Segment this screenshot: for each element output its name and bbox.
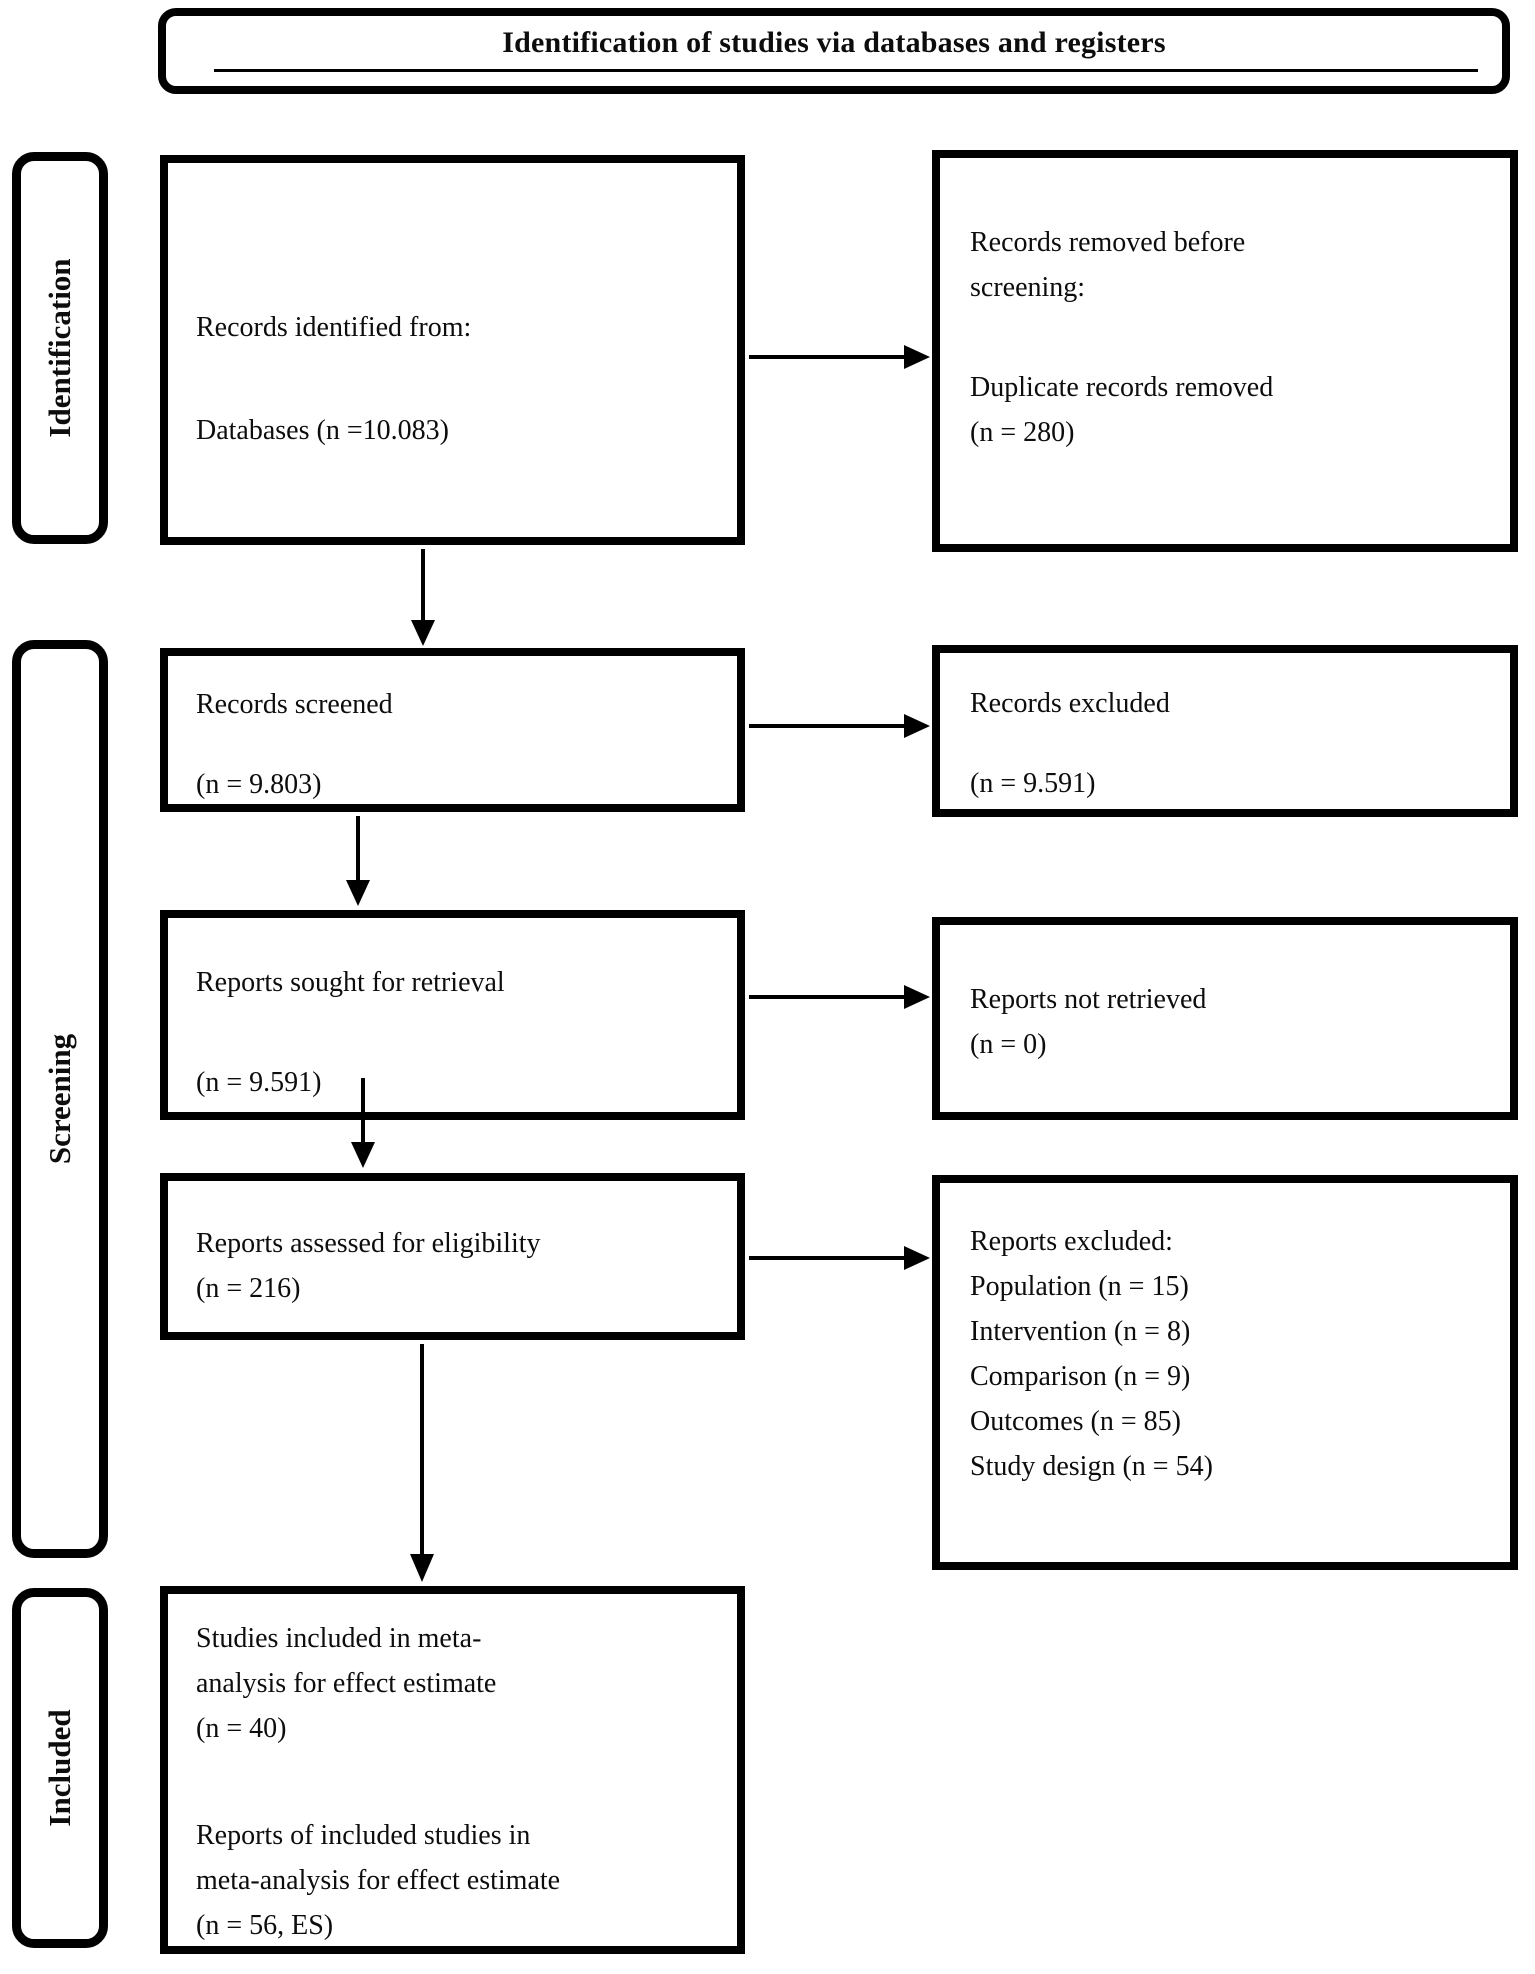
phase-label-text: Identification xyxy=(42,258,77,438)
box-text-line: Reports sought for retrieval xyxy=(196,967,505,998)
box-records-removed-before-screening xyxy=(932,150,1518,552)
box-text-line: (n = 40) xyxy=(196,1713,287,1744)
box-text-line: Intervention (n = 8) xyxy=(970,1316,1191,1347)
box-text-line: Reports not retrieved xyxy=(970,984,1207,1015)
arrow-assessed-to-included-icon xyxy=(410,1344,434,1582)
box-text-line: analysis for effect estimate xyxy=(196,1668,497,1699)
box-text-line: meta-analysis for effect estimate xyxy=(196,1865,561,1896)
phase-label-text: Included xyxy=(42,1709,77,1827)
arrow-screened-to-sought-icon xyxy=(346,816,370,906)
arrow-assessed-to-reports-excluded-icon xyxy=(749,1246,930,1270)
arrow-identified-to-removed-icon xyxy=(749,345,930,369)
box-text-line: Study design (n = 54) xyxy=(970,1451,1213,1482)
box-records-excluded xyxy=(932,645,1518,817)
box-text-line: Records screened xyxy=(196,689,393,720)
box-text-line: Records identified from: xyxy=(196,312,472,343)
box-text-line: screening: xyxy=(970,272,1086,303)
box-reports-not-retrieved xyxy=(932,917,1518,1120)
page-title: Identification of studies via databases and registers xyxy=(502,26,1166,59)
phase-label-text: Screening xyxy=(42,1033,77,1165)
box-text-line: (n = 0) xyxy=(970,1029,1047,1060)
box-text-line: (n = 9.591) xyxy=(970,768,1096,799)
line-gap xyxy=(196,1005,725,1060)
box-text-line: Records removed before xyxy=(970,227,1246,258)
box-records-screened xyxy=(160,648,745,812)
phase-label-screening xyxy=(12,640,108,1558)
box-text-line: Studies included in meta- xyxy=(196,1623,482,1654)
box-text-line: Population (n = 15) xyxy=(970,1271,1189,1302)
box-text-line: Comparison (n = 9) xyxy=(970,1361,1191,1392)
title-underline xyxy=(214,69,1478,72)
box-text-line: Reports of included studies in xyxy=(196,1820,531,1851)
phase-label-included xyxy=(12,1588,108,1948)
box-text-line: Reports assessed for eligibility xyxy=(196,1228,541,1259)
box-text-line: Duplicate records removed xyxy=(970,372,1274,403)
box-text-line: (n = 216) xyxy=(196,1273,301,1304)
line-gap xyxy=(970,310,1498,365)
box-text-line: Reports excluded: xyxy=(970,1226,1173,1257)
box-records-identified xyxy=(160,155,745,545)
box-text-line: Databases (n =10.083) xyxy=(196,415,449,446)
line-gap xyxy=(196,1751,725,1813)
box-text-line: (n = 9.803) xyxy=(196,769,322,800)
box-text-line: (n = 56, ES) xyxy=(196,1910,334,1941)
arrow-screened-to-excluded-icon xyxy=(749,714,930,738)
phase-label-identification xyxy=(12,152,108,544)
line-gap xyxy=(970,726,1498,761)
line-gap xyxy=(196,727,725,762)
box-reports-sought-for-retrieval xyxy=(160,910,745,1120)
line-gap xyxy=(196,350,725,408)
arrow-sought-to-not-retrieved-icon xyxy=(749,985,930,1009)
box-text-line: (n = 9.591) xyxy=(196,1067,322,1098)
box-studies-included xyxy=(160,1586,745,1954)
title-banner xyxy=(158,8,1510,94)
arrow-identified-to-screened-icon xyxy=(411,549,435,646)
box-reports-excluded xyxy=(932,1175,1518,1570)
box-text-line: Records excluded xyxy=(970,688,1170,719)
box-reports-assessed-for-eligibility xyxy=(160,1173,745,1340)
box-text-line: Outcomes (n = 85) xyxy=(970,1406,1181,1437)
box-text-line: (n = 280) xyxy=(970,417,1075,448)
